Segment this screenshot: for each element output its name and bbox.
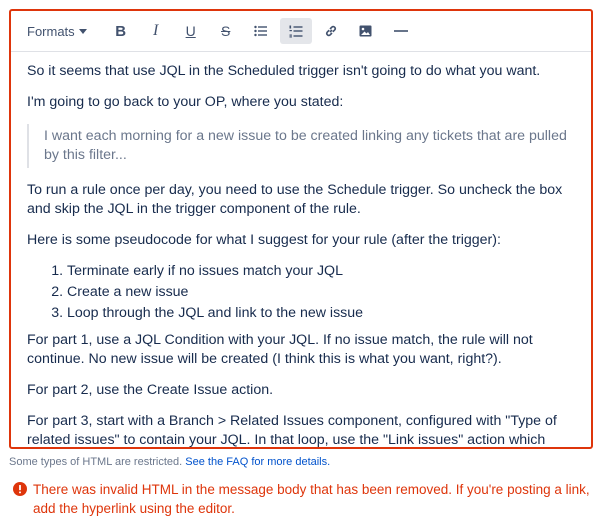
link-button[interactable] [315, 18, 347, 44]
link-icon [324, 24, 338, 38]
chevron-down-icon [79, 29, 87, 34]
paragraph: For part 2, use the Create Issue action. [27, 382, 274, 398]
list-item: 3. Loop through the JQL and link to the new issue [67, 304, 573, 323]
list-item: 2. Create a new issue [67, 283, 573, 302]
blockquote: I want each morning for a new issue to be created linking any tickets that are pulled by this filter... [27, 124, 573, 168]
horizontal-rule-button[interactable] [385, 18, 417, 44]
image-icon [359, 25, 372, 37]
formats-label: Formats [27, 23, 75, 39]
strikethrough-button[interactable] [210, 18, 242, 44]
italic-button[interactable] [140, 18, 172, 44]
comment-editor [9, 9, 593, 449]
bullet-list-icon [254, 25, 268, 37]
numbered-list [27, 262, 573, 323]
numbered-list-icon [289, 25, 303, 38]
editor-toolbar [11, 11, 591, 52]
bold-button[interactable] [105, 18, 137, 44]
faq-link[interactable]: See the FAQ for more details. [185, 456, 331, 468]
paragraph: Here is some pseudocode for what I suggest for your rule (after the trigger): [27, 232, 501, 248]
error-text: There was invalid HTML in the message body that has been removed. If you're posting a link, add the hyperlink using the editor. [33, 482, 590, 516]
underline-button[interactable] [175, 18, 207, 44]
image-button[interactable] [350, 18, 382, 44]
error-message [13, 480, 593, 518]
bullet-list-button[interactable] [245, 18, 277, 44]
paragraph: To run a rule once per day, you need to use the Schedule trigger. So uncheck the box and skip the JQL in the trigger component of the rule. [27, 182, 563, 217]
strikethrough-icon: S [221, 23, 231, 39]
restriction-text: Some types of HTML are restricted. [9, 456, 183, 468]
formats-dropdown[interactable] [21, 18, 93, 44]
paragraph: So it seems that use JQL in the Scheduled trigger isn't going to do what you want. [27, 63, 541, 79]
italic-icon: I [153, 22, 159, 39]
list-item: 1. Terminate early if no issues match your JQL [67, 262, 573, 281]
error-icon [13, 482, 27, 496]
paragraph: For part 3, start with a Branch > Related Issues component, configured with "Type of related issues" to contain your JQL. In that loop, use the "Link issues" action which [27, 413, 557, 448]
editor-body[interactable] [11, 52, 591, 449]
paragraph: I'm going to go back to your OP, where you stated: [27, 94, 344, 110]
horizontal-rule-icon [394, 29, 408, 33]
paragraph: For part 1, use a JQL Condition with your JQL. If no issue match, the rule will not continue. No new issue will be created (I think this is what you want, right?). [27, 332, 533, 367]
underline-icon: U [185, 23, 196, 39]
numbered-list-button[interactable] [280, 18, 312, 44]
html-restriction-note [9, 456, 330, 468]
bold-icon: B [115, 22, 127, 40]
